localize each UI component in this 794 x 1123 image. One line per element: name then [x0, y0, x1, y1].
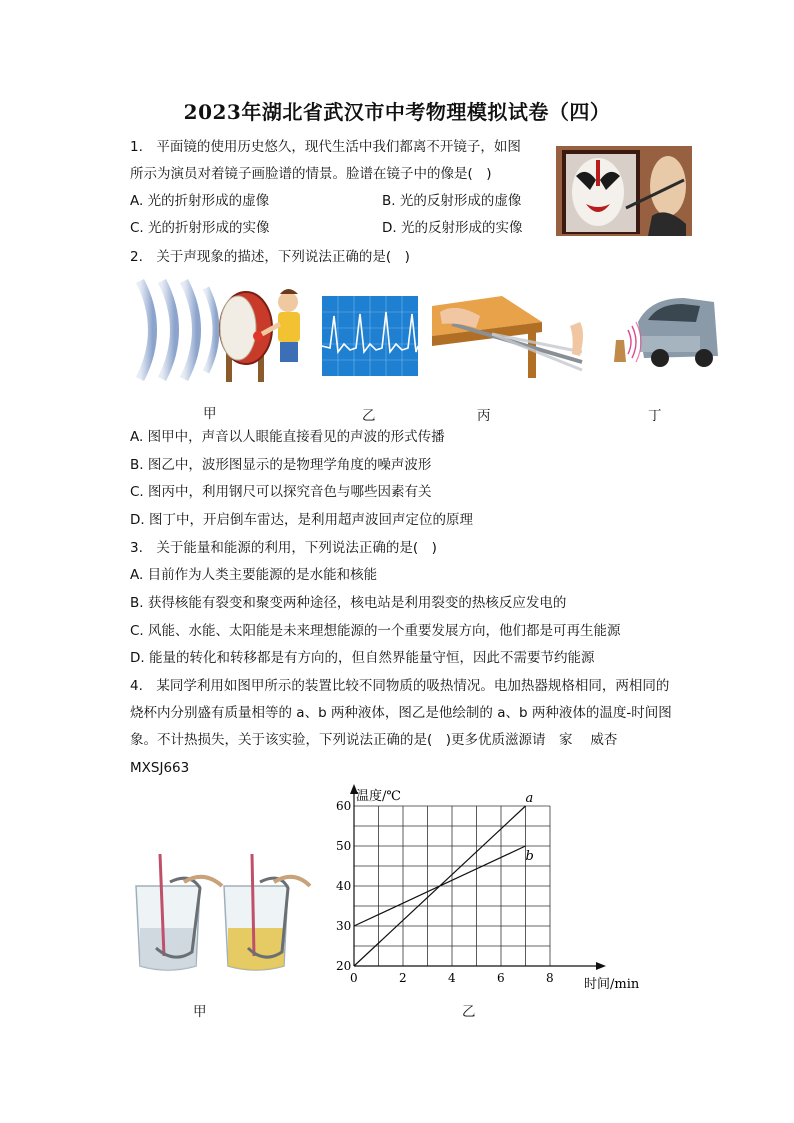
x-tick-label: 8 [546, 971, 554, 985]
y-tick-label: 40 [336, 879, 352, 893]
x-tick-label: 4 [448, 971, 456, 985]
q4-caption-jia: 甲 [193, 1004, 207, 1020]
q4-stem-line-2: 烧杯内分别盛有质量相等的 a、b 两种液体，图乙是他绘制的 a、b 两种液体的温度-时间图 [130, 705, 672, 721]
q2-option-a: A. 图甲中，声音以人眼能直接看见的声波的形式传播 [130, 429, 445, 445]
mirror-face-painting-image [556, 146, 692, 236]
y-tick-label: 30 [336, 919, 352, 933]
q1-stem-line-2: 所示为演员对着镜子画脸谱的情景。脸谱在镜子中的像是( ) [130, 166, 492, 182]
q1-option-a: A. 光的折射形成的虚像 [130, 193, 270, 209]
q3-stem: 3. 关于能量和能源的利用，下列说法正确的是( ) [130, 540, 437, 556]
q3-option-b: B. 获得核能有裂变和聚变两种途径，核电站是利用裂变的热核反应发电的 [130, 595, 567, 611]
temperature-time-chart [326, 780, 656, 1000]
chart-axes [350, 784, 606, 970]
x-tick-label: 2 [399, 971, 407, 985]
q2-option-d: D. 图丁中，开启倒车雷达，是利用超声波回声定位的原理 [130, 512, 473, 528]
y-tick-label: 20 [336, 959, 352, 973]
q4-stem-line-3: 象。不计热损失，关于该实验，下列说法正确的是( )更多优质滋源请 家 威杏 [130, 732, 618, 748]
q3-option-d: D. 能量的转化和转移都是有方向的，但自然界能量守恒，因此不需要节约能源 [130, 650, 595, 666]
x-axis-label: 时间/min [584, 977, 640, 992]
q2-stem: 2. 关于声现象的描述，下列说法正确的是( ) [130, 249, 410, 265]
steel-ruler-image [432, 292, 592, 378]
q4-stem-line-1: 4. 某同学利用如图甲所示的装置比较不同物质的吸热情况。电加热器规格相同，两相同的 [130, 678, 670, 694]
reversing-radar-car-image [604, 292, 718, 376]
series-label-b: b [525, 849, 534, 864]
q1-option-d: D. 光的反射形成的实像 [382, 220, 523, 236]
chart-grid [354, 806, 550, 966]
q2-option-b: B. 图乙中，波形图显示的是物理学角度的噪声波形 [130, 457, 432, 473]
q3-option-a: A. 目前作为人类主要能源的是水能和核能 [130, 567, 378, 583]
q4-caption-yi: 乙 [462, 1004, 476, 1020]
x-tick-label: 0 [350, 971, 358, 985]
q2-caption-bing: 丙 [477, 408, 491, 424]
x-axis-arrow [596, 962, 606, 970]
beakers-heater-apparatus-image [130, 852, 312, 974]
oscilloscope-waveform-image [322, 296, 418, 376]
q3-option-c: C. 风能、水能、太阳能是未来理想能源的一个重要发展方向，他们都是可再生能源 [130, 623, 621, 639]
chart-series-lines [354, 791, 534, 966]
page-title: 2023年湖北省武汉市中考物理模拟试卷（四） [183, 100, 611, 124]
q2-caption-yi: 乙 [362, 408, 376, 424]
q2-caption-jia: 甲 [203, 406, 217, 422]
q1-option-b: B. 光的反射形成的虚像 [382, 193, 522, 209]
q2-option-c: C. 图丙中，利用钢尺可以探究音色与哪些因素有关 [130, 484, 432, 500]
series-label-a: a [525, 791, 534, 806]
y-axis-label: 温度/℃ [356, 789, 401, 804]
x-tick-label: 6 [497, 971, 505, 985]
q1-stem-line-1: 1. 平面镜的使用历史悠久，现代生活中我们都离不开镜子，如图 [130, 139, 521, 155]
drum-sound-wave-image [130, 276, 310, 384]
chart-tick-labels [336, 799, 554, 985]
y-tick-label: 60 [336, 799, 352, 813]
q2-caption-ding: 丁 [648, 408, 662, 424]
q1-option-c: C. 光的折射形成的实像 [130, 220, 270, 236]
q4-stem-line-4: MXSJ663 [130, 760, 190, 776]
y-tick-label: 50 [336, 839, 352, 853]
